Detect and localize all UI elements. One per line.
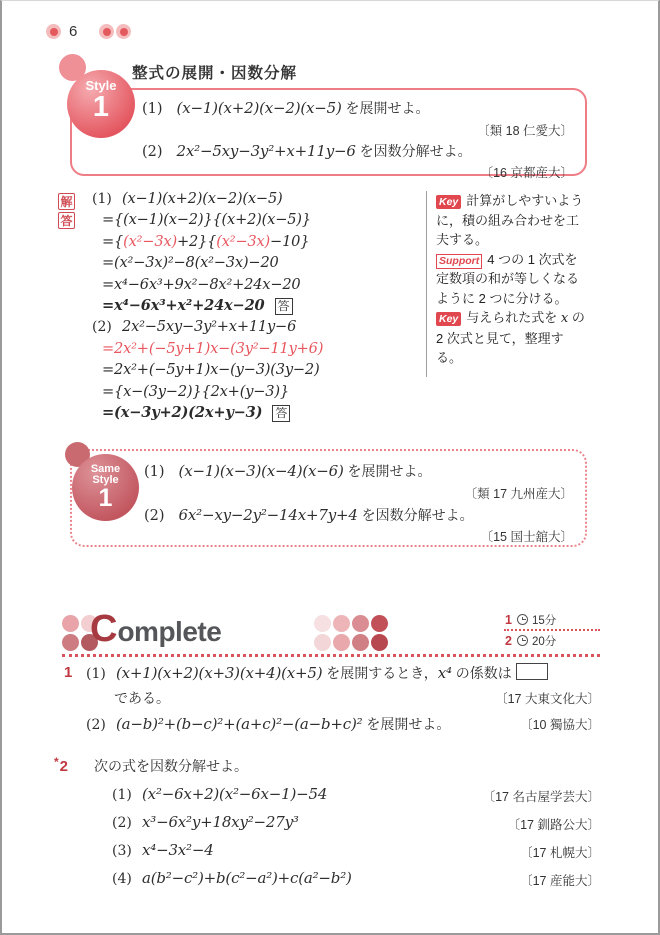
problem-label: (4) xyxy=(112,871,132,887)
math-expression: 6x²−xy−2y²−14x+7y+4 xyxy=(178,506,358,524)
math-expression: (x+1)(x+2)(x+3)(x+4)(x+5) xyxy=(116,664,323,682)
problem-label: (1) xyxy=(144,464,165,480)
complete-section-header xyxy=(62,608,600,658)
time-problem-number: 1 xyxy=(505,612,512,627)
key-badge: Key xyxy=(436,195,461,209)
note-text: 4 つの 1 次式を定数項の和が等しくなるように 2 つに分ける。 xyxy=(436,251,580,306)
style-problem-box xyxy=(70,88,587,180)
same-style-badge-number: 1 xyxy=(98,484,113,512)
same-style-problem-2 xyxy=(144,505,474,525)
style-problem-2 xyxy=(142,141,472,161)
solution-answer-line: =(x−3y+2)(2x+y−3) 答 xyxy=(92,404,428,425)
solution-line: (2) 2x²−5xy−3y²+x+11y−6 xyxy=(92,318,297,336)
same-style-badge-word: Style xyxy=(92,474,119,486)
problem-label: (3) xyxy=(112,843,132,859)
math-expression: x⁴−3x²−4 xyxy=(142,841,214,859)
support-note xyxy=(436,250,589,309)
exercise-number: 1 xyxy=(64,664,73,681)
math-expression: (x²−6x+2)(x²−6x−1)−54 xyxy=(142,785,328,803)
answer-box: 答 xyxy=(272,405,290,422)
star-mark: * xyxy=(54,755,59,769)
problem-source: 〔17 釧路公大〕 xyxy=(507,818,600,832)
problem-source: 〔17 産能大〕 xyxy=(520,874,600,888)
time-allotments xyxy=(504,610,600,650)
same-style-badge xyxy=(72,454,139,521)
problem-label: (2) xyxy=(142,144,163,160)
problem-source: 〔類 17 九州産大〕 xyxy=(464,487,573,501)
note-text: の 2 次式と見て，整理する。 xyxy=(436,310,585,365)
time-value: 15分 xyxy=(532,614,557,627)
exercise-number: *2 xyxy=(54,755,69,775)
logo-rest: omplete xyxy=(117,616,222,647)
solution-line: =2x²+(−5y+1)x−(y−3)(3y−2) xyxy=(102,361,320,379)
section-heading: 整式の展開・因数分解 xyxy=(132,65,298,82)
exercise-2-instruction: 次の式を因数分解せよ。 xyxy=(94,758,248,774)
math-expression: (a−b)²+(b−c)²+(a+c)²−(a−b+c)² xyxy=(116,715,363,733)
solution-line: =2x²+(−5y+1)x−(3y²−11y+6) xyxy=(102,339,324,357)
problem-label: (1) xyxy=(112,787,132,803)
math-expression: (x−1)(x+2)(x−2)(x−5) xyxy=(176,99,342,117)
exercise-1-part-1: (1) (x+1)(x+2)(x+3)(x+4)(x+5) を展開するとき，x⁴ の係数は xyxy=(86,663,548,683)
same-style-problem-box xyxy=(70,449,587,547)
exercise-1-part-1-continued: である。 xyxy=(114,690,170,706)
time-row xyxy=(504,631,600,650)
page-dot-icon xyxy=(46,24,61,39)
problem-source: 〔17 札幌大〕 xyxy=(520,846,600,860)
complete-logo xyxy=(90,608,221,651)
note-text: 計算がしやすいように，積の組み合わせを工夫する。 xyxy=(436,193,584,247)
key-badge: Key xyxy=(436,312,461,326)
solution-line: ={(x²−3x)+2}{(x²−3x)−10} xyxy=(102,232,310,250)
math-expression: x³−6x²y+18xy²−27y³ xyxy=(142,813,299,831)
clock-icon xyxy=(517,635,528,646)
logo-letter-c: C xyxy=(90,608,118,650)
style-badge xyxy=(67,70,135,138)
key-note xyxy=(436,191,589,250)
page-dot-icon xyxy=(99,24,114,39)
solution-line: (1) (x−1)(x+2)(x−2)(x−5) xyxy=(92,190,283,207)
math-expression: (x−1)(x−3)(x−4)(x−6) xyxy=(178,462,344,480)
answer-box: 答 xyxy=(275,298,293,315)
solution-answer-line: =x⁴−6x³+x²+24x−20 答 xyxy=(92,297,428,318)
clock-icon xyxy=(517,614,528,625)
blank-answer-box xyxy=(516,663,548,680)
margin-notes xyxy=(426,191,589,377)
problem-label: (2) xyxy=(112,815,132,831)
math-expression: 2x²−5xy−3y²+x+11y−6 xyxy=(176,142,356,160)
problem-instruction: を因数分解せよ。 xyxy=(355,143,472,159)
problem-instruction: を因数分解せよ。 xyxy=(357,507,474,523)
style-badge-word: Style xyxy=(85,78,117,93)
style-problem-1 xyxy=(142,98,430,118)
problem-source: 〔15 国士舘大〕 xyxy=(480,530,573,544)
exercise-item xyxy=(112,813,600,841)
math-expression: x⁴ xyxy=(437,664,452,682)
exercise-item xyxy=(112,785,600,813)
key-note xyxy=(436,308,589,368)
same-style-problem-1 xyxy=(144,461,432,481)
solution-line: ={x−(3y−2)}{2x+(y−3)} xyxy=(102,382,289,400)
page-header xyxy=(46,23,131,40)
solution-line: =x⁴−6x³+9x²−8x²+24x−20 xyxy=(102,275,301,293)
time-row xyxy=(504,610,600,631)
style-badge-number: 1 xyxy=(92,91,110,123)
exercise-item xyxy=(112,869,600,897)
header-dots xyxy=(99,24,131,39)
note-variable: x xyxy=(560,311,569,326)
problem-label: (1) xyxy=(142,101,163,117)
problem-source: 〔類 18 仁愛大〕 xyxy=(477,124,573,138)
note-text: 与えられた式を xyxy=(466,310,561,325)
support-badge: Support xyxy=(436,254,482,269)
logo-circles-right xyxy=(314,615,390,653)
problem-source: 〔16 京都産大〕 xyxy=(480,166,573,180)
solution-badge-char: 答 xyxy=(58,212,75,229)
page-dot-icon xyxy=(116,24,131,39)
problem-label: (2) xyxy=(86,717,106,733)
problem-label: (1) xyxy=(86,666,106,682)
problem-source: 〔10 獨協大〕 xyxy=(520,718,600,732)
exercise-2-items xyxy=(112,785,600,897)
solution-badge xyxy=(58,193,75,231)
solution-line: ={(x−1)(x−2)}{(x+2)(x−5)} xyxy=(102,211,311,229)
page-number: 6 xyxy=(69,23,78,40)
problem-instruction: を展開せよ。 xyxy=(343,463,432,479)
dotted-divider xyxy=(62,654,600,657)
time-problem-number: 2 xyxy=(505,633,512,648)
math-expression: a(b²−c²)+b(c²−a²)+c(a²−b²) xyxy=(142,869,352,887)
solution-line: =(x²−3x)²−8(x²−3x)−20 xyxy=(102,254,279,272)
exercise-1-part-2: (2) (a−b)²+(b−c)²+(a+c)²−(a−b+c)² を展開せよ。 xyxy=(86,715,451,733)
problem-label: (2) xyxy=(144,508,165,524)
solution-badge-char: 解 xyxy=(58,193,75,210)
same-style-badge-word: Same xyxy=(90,463,121,475)
solution-lines xyxy=(92,190,428,425)
time-value: 20分 xyxy=(532,635,557,648)
problem-source: 〔17 大東文化大〕 xyxy=(495,692,600,706)
problem-instruction: を展開せよ。 xyxy=(341,100,430,116)
problem-source: 〔17 名古屋学芸大〕 xyxy=(482,790,600,804)
exercise-item xyxy=(112,841,600,869)
